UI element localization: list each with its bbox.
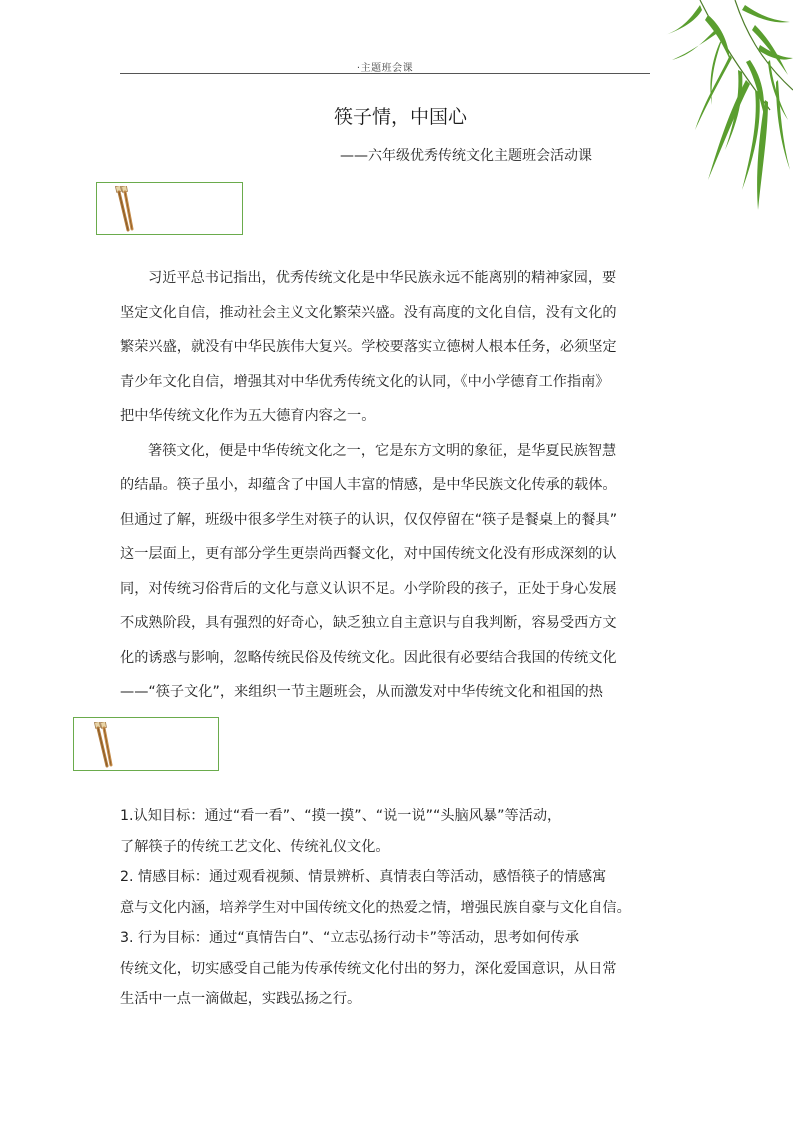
paragraph-line: 的结晶。筷子虽小，却蕴含了中国人丰富的情感，是中华民族文化传承的载体。 (120, 477, 617, 493)
page-header: ·主题班会课 (356, 63, 414, 74)
goal-line: 了解筷子的传统工艺文化、传统礼仪文化。 (120, 838, 390, 855)
paragraph-line: 但通过了解，班级中很多学生对筷子的认识，仅仅停留在“筷子是餐桌上的餐具” (120, 511, 618, 528)
chopsticks-icon (115, 186, 135, 232)
page-title: 筷子情，中国心 (334, 106, 468, 128)
goal-line: 意与文化内涵，培养学生对中国传统文化的热爱之情，增强民族自豪与文化自信。 (120, 899, 631, 916)
paragraph-line: 青少年文化自信，增强其对中华优秀传统文化的认同，《中小学德育工作指南》 (120, 373, 610, 390)
goals-section (120, 801, 680, 1015)
header-rule (120, 73, 650, 74)
chopsticks-icon (94, 722, 114, 768)
paragraph-line: 不成熟阶段，具有强烈的好奇心，缺乏独立自主意识与自我判断，容易受西方文 (120, 615, 617, 631)
paragraph-line: 这一层面上，更有部分学生更崇尚西餐文化，对中国传统文化没有形成深刻的认 (120, 546, 617, 562)
paragraph-line: 同，对传统习俗背后的文化与意义认识不足。小学阶段的孩子，正处于身心发展 (120, 580, 617, 597)
paragraph-line: 坚定文化自信，推动社会主义文化繁荣兴盛。没有高度的文化自信，没有文化的 (120, 304, 617, 321)
paragraph-line: 化的诱惑与影响，忽略传统民俗及传统文化。因此很有必要结合我国的传统文化 (120, 649, 617, 666)
goal-line: 生活中一点一滴做起，实践弘扬之行。 (120, 991, 362, 1007)
paragraph-line: 习近平总书记指出，优秀传统文化是中华民族永远不能离别的精神家园，要 (148, 270, 617, 286)
paragraph-line: ——“筷子文化”，来组织一节主题班会，从而激发对中华传统文化和祖国的热 (120, 684, 603, 700)
goal-line: 传统文化，切实感受自己能为传承传统文化付出的努力，深化爱国意识，从日常 (120, 960, 617, 977)
goal-line: 3. 行为目标：通过“真情告白”、“立志弘扬行动卡”等活动，思考如何传承 (120, 930, 579, 946)
goal-line: 1.认知目标：通过“看一看”、“摸一摸”、“说一说”“头脑风暴”等活动， (120, 808, 562, 824)
page-subtitle: ——六年级优秀传统文化主题班会活动课 (340, 148, 592, 164)
paragraph-line: 繁荣兴盛，就没有中华民族伟大复兴。学校要落实立德树人根本任务，必须坚定 (120, 339, 617, 355)
section-heading-box-goals (73, 717, 219, 771)
background-section (120, 261, 680, 744)
bamboo-decoration (660, 0, 793, 220)
goal-line: 2. 情感目标：通过观看视频、情景辨析、真情表白等活动，感悟筷子的情感寓 (120, 869, 607, 885)
paragraph-line: 把中华传统文化作为五大德育内容之一。 (120, 408, 376, 424)
paragraph-line: 箸筷文化，便是中华传统文化之一，它是东方文明的象征，是华夏民族智慧 (148, 442, 617, 459)
section-heading-box-background (96, 182, 243, 235)
